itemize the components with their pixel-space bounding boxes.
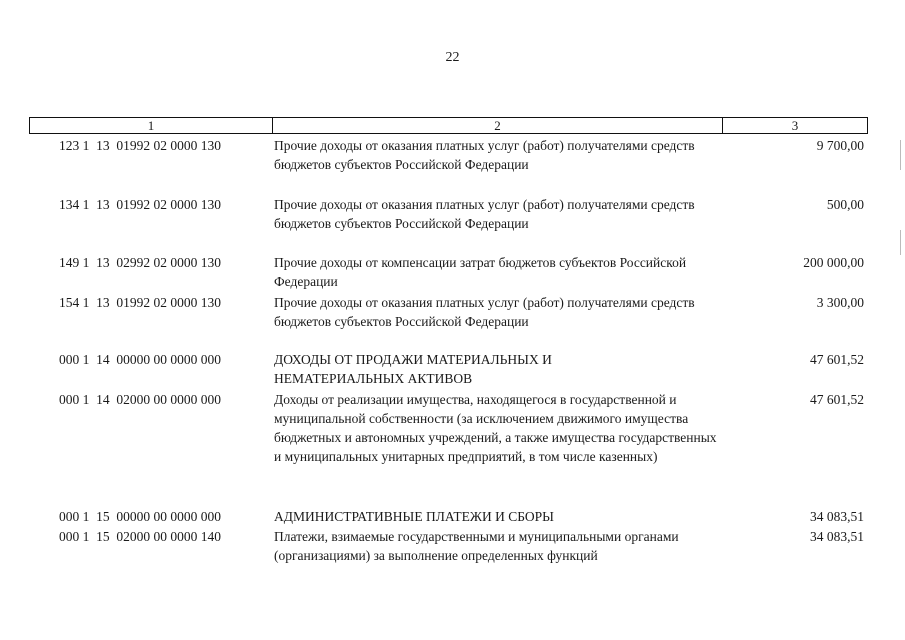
- row-description: Прочие доходы от оказания платных услуг (работ) получателями средств бюджетов субъектов Российской Федерации: [274, 295, 695, 329]
- header-col-1: 1: [30, 118, 273, 133]
- budget-code: 134 1 13 01992 02 0000 130: [59, 197, 221, 212]
- header-col-2: 2: [273, 118, 723, 133]
- row-description: Платежи, взимаемые государственными и муниципальными органами (организациями) за выполнение определенных функций: [274, 529, 679, 563]
- row-amount: 200 000,00: [803, 255, 864, 270]
- header-col-3: 3: [791, 118, 799, 133]
- table-header: [29, 117, 868, 134]
- row-amount: 34 083,51: [810, 529, 864, 544]
- budget-code: 149 1 13 02992 02 0000 130: [59, 255, 221, 270]
- row-description: Доходы от реализации имущества, находящегося в государственной и муниципальной собственности (за исключением движимого имущества бюджетных и автономных учреждений, а также имущества государственных и муниципальных унитарных предприятий, в том числе казенных): [274, 392, 717, 464]
- row-description: ДОХОДЫ ОТ ПРОДАЖИ МАТЕРИАЛЬНЫХ И НЕМАТЕРИАЛЬНЫХ АКТИВОВ: [274, 352, 552, 386]
- row-description: АДМИНИСТРАТИВНЫЕ ПЛАТЕЖИ И СБОРЫ: [274, 509, 554, 524]
- scan-artifact: [900, 140, 901, 170]
- budget-code: 154 1 13 01992 02 0000 130: [59, 295, 221, 310]
- budget-code: 000 1 15 00000 00 0000 000: [59, 509, 221, 524]
- row-amount: 47 601,52: [810, 392, 864, 407]
- scan-artifact: [900, 230, 901, 255]
- page-number: 22: [445, 50, 460, 65]
- row-amount: 500,00: [826, 197, 864, 212]
- row-description: Прочие доходы от оказания платных услуг (работ) получателями средств бюджетов субъектов Российской Федерации: [274, 197, 695, 231]
- budget-code: 000 1 15 02000 00 0000 140: [59, 529, 221, 544]
- row-description: Прочие доходы от компенсации затрат бюджетов субъектов Российской Федерации: [274, 255, 687, 289]
- row-description: Прочие доходы от оказания платных услуг (работ) получателями средств бюджетов субъектов Российской Федерации: [274, 138, 695, 172]
- row-amount: 9 700,00: [816, 138, 864, 153]
- budget-code: 000 1 14 00000 00 0000 000: [59, 352, 221, 367]
- row-amount: 34 083,51: [810, 509, 864, 524]
- budget-code: 000 1 14 02000 00 0000 000: [59, 392, 221, 407]
- row-amount: 3 300,00: [816, 295, 864, 310]
- row-amount: 47 601,52: [810, 352, 864, 367]
- budget-code: 123 1 13 01992 02 0000 130: [59, 138, 221, 153]
